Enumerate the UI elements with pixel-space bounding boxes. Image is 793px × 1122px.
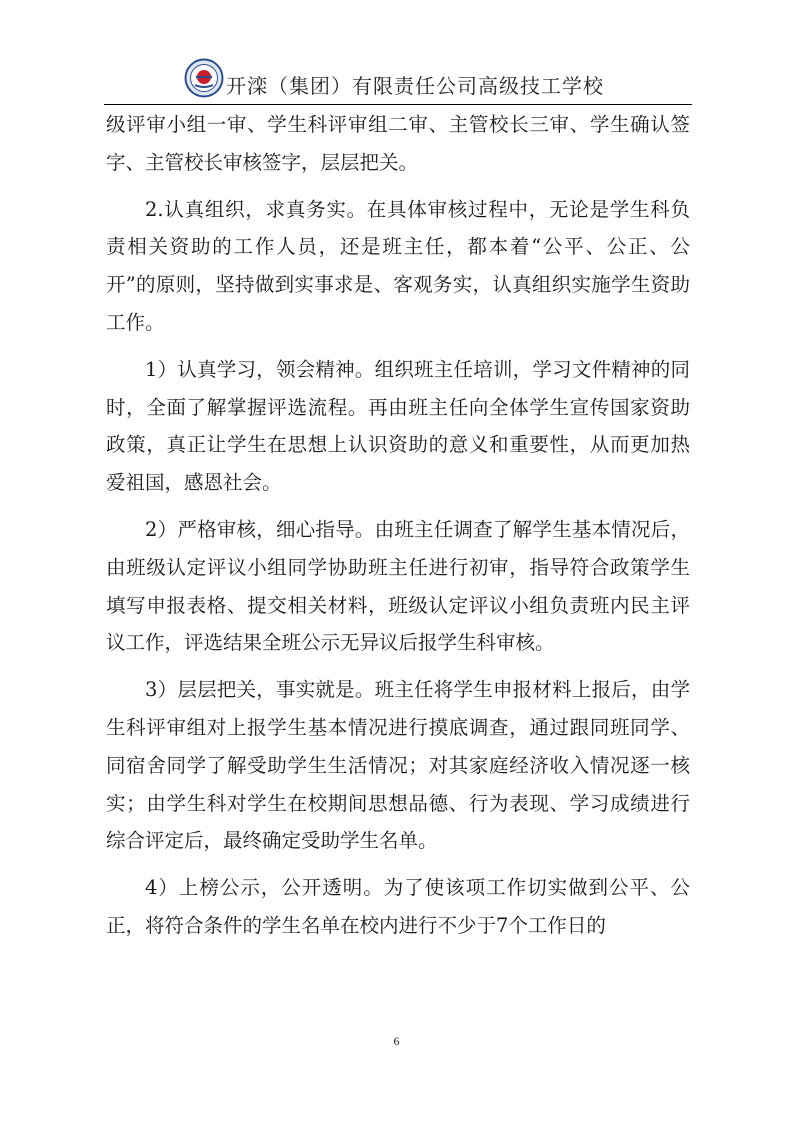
school-logo-icon xyxy=(184,58,224,98)
school-name: 开滦（集团）有限责任公司高级技工学校 xyxy=(226,74,604,98)
paragraph-subitem-2: 2）严格审核，细心指导。由班主任调查了解学生基本情况后，由班级认定评议小组同学协助班主任进行初审，指导符合政策学生填写申报表格、提交相关材料，班级认定评议小组负责班内民主评议工作，评选结果全班公示无异议后报学生科审核。 xyxy=(106,517,690,655)
paragraph-subitem-3: 3）层层把关，事实就是。班主任将学生申报材料上报后，由学生科评审组对上报学生基本情况进行摸底调查，通过跟同班同学、同宿舍同学了解受助学生生活情况；对其家庭经济收入情况逐一核实；由学生科对学生在校期间思想品德、行为表现、学习成绩进行综合评定后，最终确定受助学生名单。 xyxy=(106,678,690,853)
paragraph-subitem-4: 4）上榜公示，公开透明。为了使该项工作切实做到公平、公正，将符合条件的学生名单在校内进行不少于7个工作日的 xyxy=(106,876,690,937)
document-body xyxy=(106,106,690,945)
paragraph-subitem-1: 1）认真学习，领会精神。组织班主任培训，学习文件精神的同时，全面了解掌握评选流程。再由班主任向全体学生宣传国家资助政策，真正让学生在思想上认识资助的意义和重要性，从而更加热爱祖国，感恩社会。 xyxy=(106,357,690,495)
page-number: 6 xyxy=(393,1034,400,1048)
paragraph-continuation: 级评审小组一审、学生科评审组二审、主管校长三审、学生确认签字、主管校长审核签字，层层把关。 xyxy=(106,113,690,174)
page-header xyxy=(104,56,692,105)
paragraph-item-2: 2.认真组织，求真务实。在具体审核过程中，无论是学生科负责相关资助的工作人员，还是班主任，都本着“公平、公正、公开”的原则，坚持做到实事求是、客观务实，认真组织实施学生资助工作。 xyxy=(106,197,690,334)
